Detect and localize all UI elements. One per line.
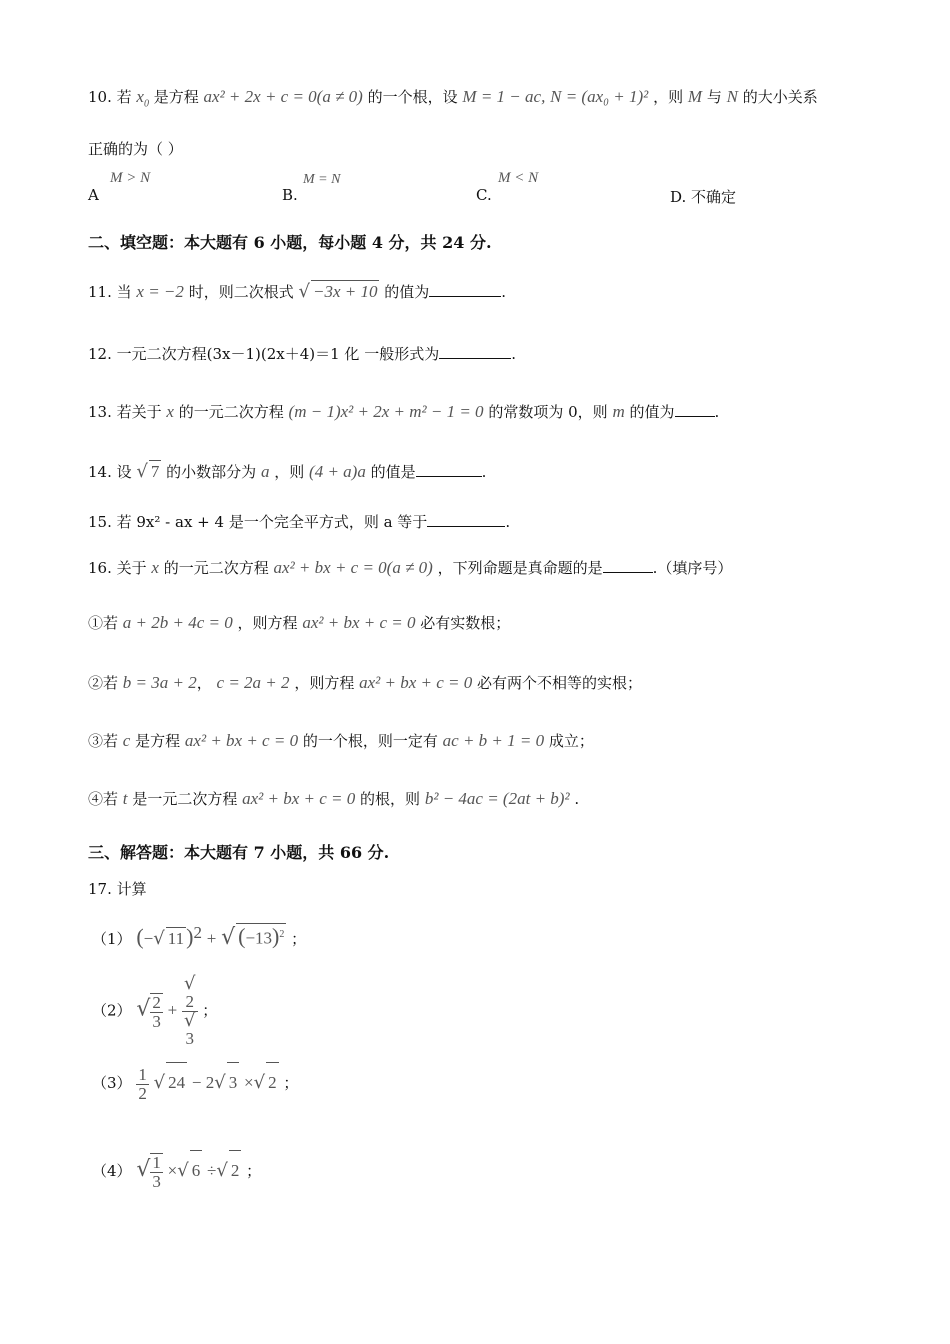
q16-item-1: ①若 a + 2b + 4c = 0 ，则方程 ax² + bx + c = 0 必有实数根； — [88, 613, 511, 632]
n-definition: N = (ax₀ + 1)² — [550, 87, 649, 106]
x0-symbol: $x_0$ — [136, 87, 149, 110]
option-b: B. — [282, 186, 298, 204]
q17-part-2: （2） √ $\frac{2}{3}$ + √ 2 √ 3 ； — [92, 973, 218, 1048]
q16-item-4: ④若 t 是一元二次方程 ax² + bx + c = 0 的根，则 b² − 4ac = (2at + b)² . — [88, 789, 580, 808]
q13-equation: (m − 1)x² + 2x + m² − 1 = 0 — [288, 402, 484, 421]
question-10-line1: 10. 若 $x_0$ 是方程 ax² + 2x + c = 0(a ≠ 0) 的一个根，设 M = 1 − ac, N = (ax₀ + 1)² ，则 M 与 N 的大小关系 — [88, 87, 818, 110]
option-a: A — [88, 186, 99, 204]
question-10-line2: 正确的为（ ） — [88, 140, 183, 158]
q16-item-2: ②若 b = 3a + 2， c = 2a + 2 ，则方程 ax² + bx + c = 0 必有两个不相等的实根； — [88, 673, 643, 692]
q10-equation: ax² + 2x + c = 0(a ≠ 0) — [203, 87, 363, 106]
m-definition: M = 1 − ac, — [462, 87, 546, 106]
q16-item-3: ③若 c 是方程 ax² + bx + c = 0 的一个根，则一定有 ac + b + 1 = 0 成立； — [88, 731, 594, 750]
question-11: 11. 当 x = −2 时，则二次根式 √ −3x + 10 的值为 . — [88, 281, 507, 302]
section-3-heading: 三、解答题：本大题有 7 小题，共 66 分. — [88, 843, 390, 862]
option-d: D. 不确定 — [670, 188, 737, 206]
q14-expression: (4 + a)a — [309, 462, 366, 481]
q17-part-3: （3） $\frac{1}{2}$ √ 24 − 2√ 3 ×√ 2 ； — [92, 1062, 298, 1103]
option-a-expr: M > N — [110, 170, 151, 186]
question-16: 16. 关于 x 的一元二次方程 ax² + bx + c = 0(a ≠ 0) ，下列命题是真命题的是 .（填序号） — [88, 558, 733, 577]
option-b-expr: M = N — [303, 172, 341, 187]
question-13: 13. 若关于 x 的一元二次方程 (m − 1)x² + 2x + m² − 1 = 0 的常数项为 0，则 m 的值为 . — [88, 402, 720, 421]
question-14: 14. 设 √ 7 的小数部分为 a ，则 (4 + a)a 的值是 . — [88, 461, 487, 482]
section-2-heading: 二、填空题：本大题有 6 小题，每小题 4 分，共 24 分. — [88, 233, 492, 252]
q16-equation: ax² + bx + c = 0(a ≠ 0) — [273, 558, 433, 577]
q17-part-1: （1） (−√ 11)$^2$ + √ $(-13)^2$ ； — [92, 923, 307, 950]
question-17-title: 17. 计算 — [88, 880, 147, 898]
option-c: C. — [476, 186, 492, 204]
option-c-expr: M < N — [498, 170, 539, 186]
question-12: 12. 一元二次方程(3x－1)(2x＋4)＝1 化 一般形式为 . — [88, 342, 516, 365]
q17-part-4: （4） √ $\frac{1}{3}$ ×√ 6 ÷√ 2 ； — [92, 1150, 261, 1191]
q11-radicand: −3x + 10 — [312, 282, 378, 301]
question-15: 15. 若 9x² - ax + 4 是一个完全平方式，则 a 等于 . — [88, 510, 510, 533]
